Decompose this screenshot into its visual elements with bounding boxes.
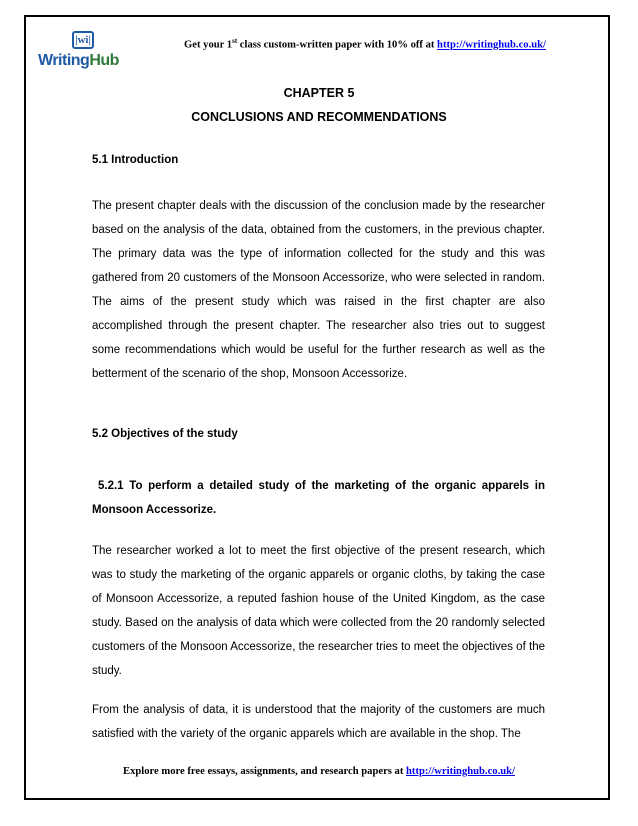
header-link[interactable]: http://writinghub.co.uk/	[437, 39, 546, 51]
header-text-after: class custom-written paper with 10% off at	[237, 39, 438, 51]
section-heading-objectives: 5.2 Objectives of the study	[92, 428, 238, 440]
header-promo	[130, 37, 600, 51]
header-text-before: Get your 1	[184, 39, 233, 51]
logo-word-part1: Writing	[38, 52, 90, 69]
footer-link[interactable]: http://writinghub.co.uk/	[406, 766, 515, 777]
introduction-paragraph: The present chapter deals with the discussion of the conclusion made by the researcher based on the analysis of the data, obtained from the customers, in the previous chapter. The primary data was the type of information collected for the study and this was gathered from 20 customers of the Monsoon Accessorize, who were selected in random. The aims of the present study which was raised in the first chapter are also accomplished through the present chapter. The researcher also tries out to suggest some recommendations which would be useful for the further research as well as the betterment of the scenario of the shop, Monsoon Accessorize.	[92, 200, 545, 380]
footer-promo	[0, 766, 638, 777]
header-superscript: st	[232, 37, 238, 45]
writinghub-logo	[38, 31, 138, 77]
chapter-title: CONCLUSIONS AND RECOMMENDATIONS	[191, 110, 447, 124]
section-heading-introduction: 5.1 Introduction	[92, 154, 179, 166]
logo-word-part2: Hub	[89, 52, 119, 69]
chapter-number: CHAPTER 5	[283, 86, 355, 100]
objective-paragraph-2: From the analysis of data, it is understood that the majority of the customers are much satisfied with the variety of the organic apparels which are available in the shop. The	[92, 704, 545, 740]
logo-wordmark	[38, 52, 119, 70]
objective-subheading: 5.2.1 To perform a detailed study of the marketing of the organic apparels in Monsoon Accessorize.	[92, 480, 545, 516]
footer-text: Explore more free essays, assignments, and research papers at	[123, 766, 407, 777]
logo-mark-icon: |wi|	[72, 31, 94, 49]
objective-paragraph-1: The researcher worked a lot to meet the first objective of the present research, which was to study the marketing of the organic apparels or organic cloths, by taking the case of Monsoon Accessorize, a reputed fashion house of the United Kingdom, as the case study. Based on the analysis of data which were collected from the 20 randomly selected customers of the Monsoon Accessorize, the researcher tries to meet the objectives of the study.	[92, 545, 545, 677]
